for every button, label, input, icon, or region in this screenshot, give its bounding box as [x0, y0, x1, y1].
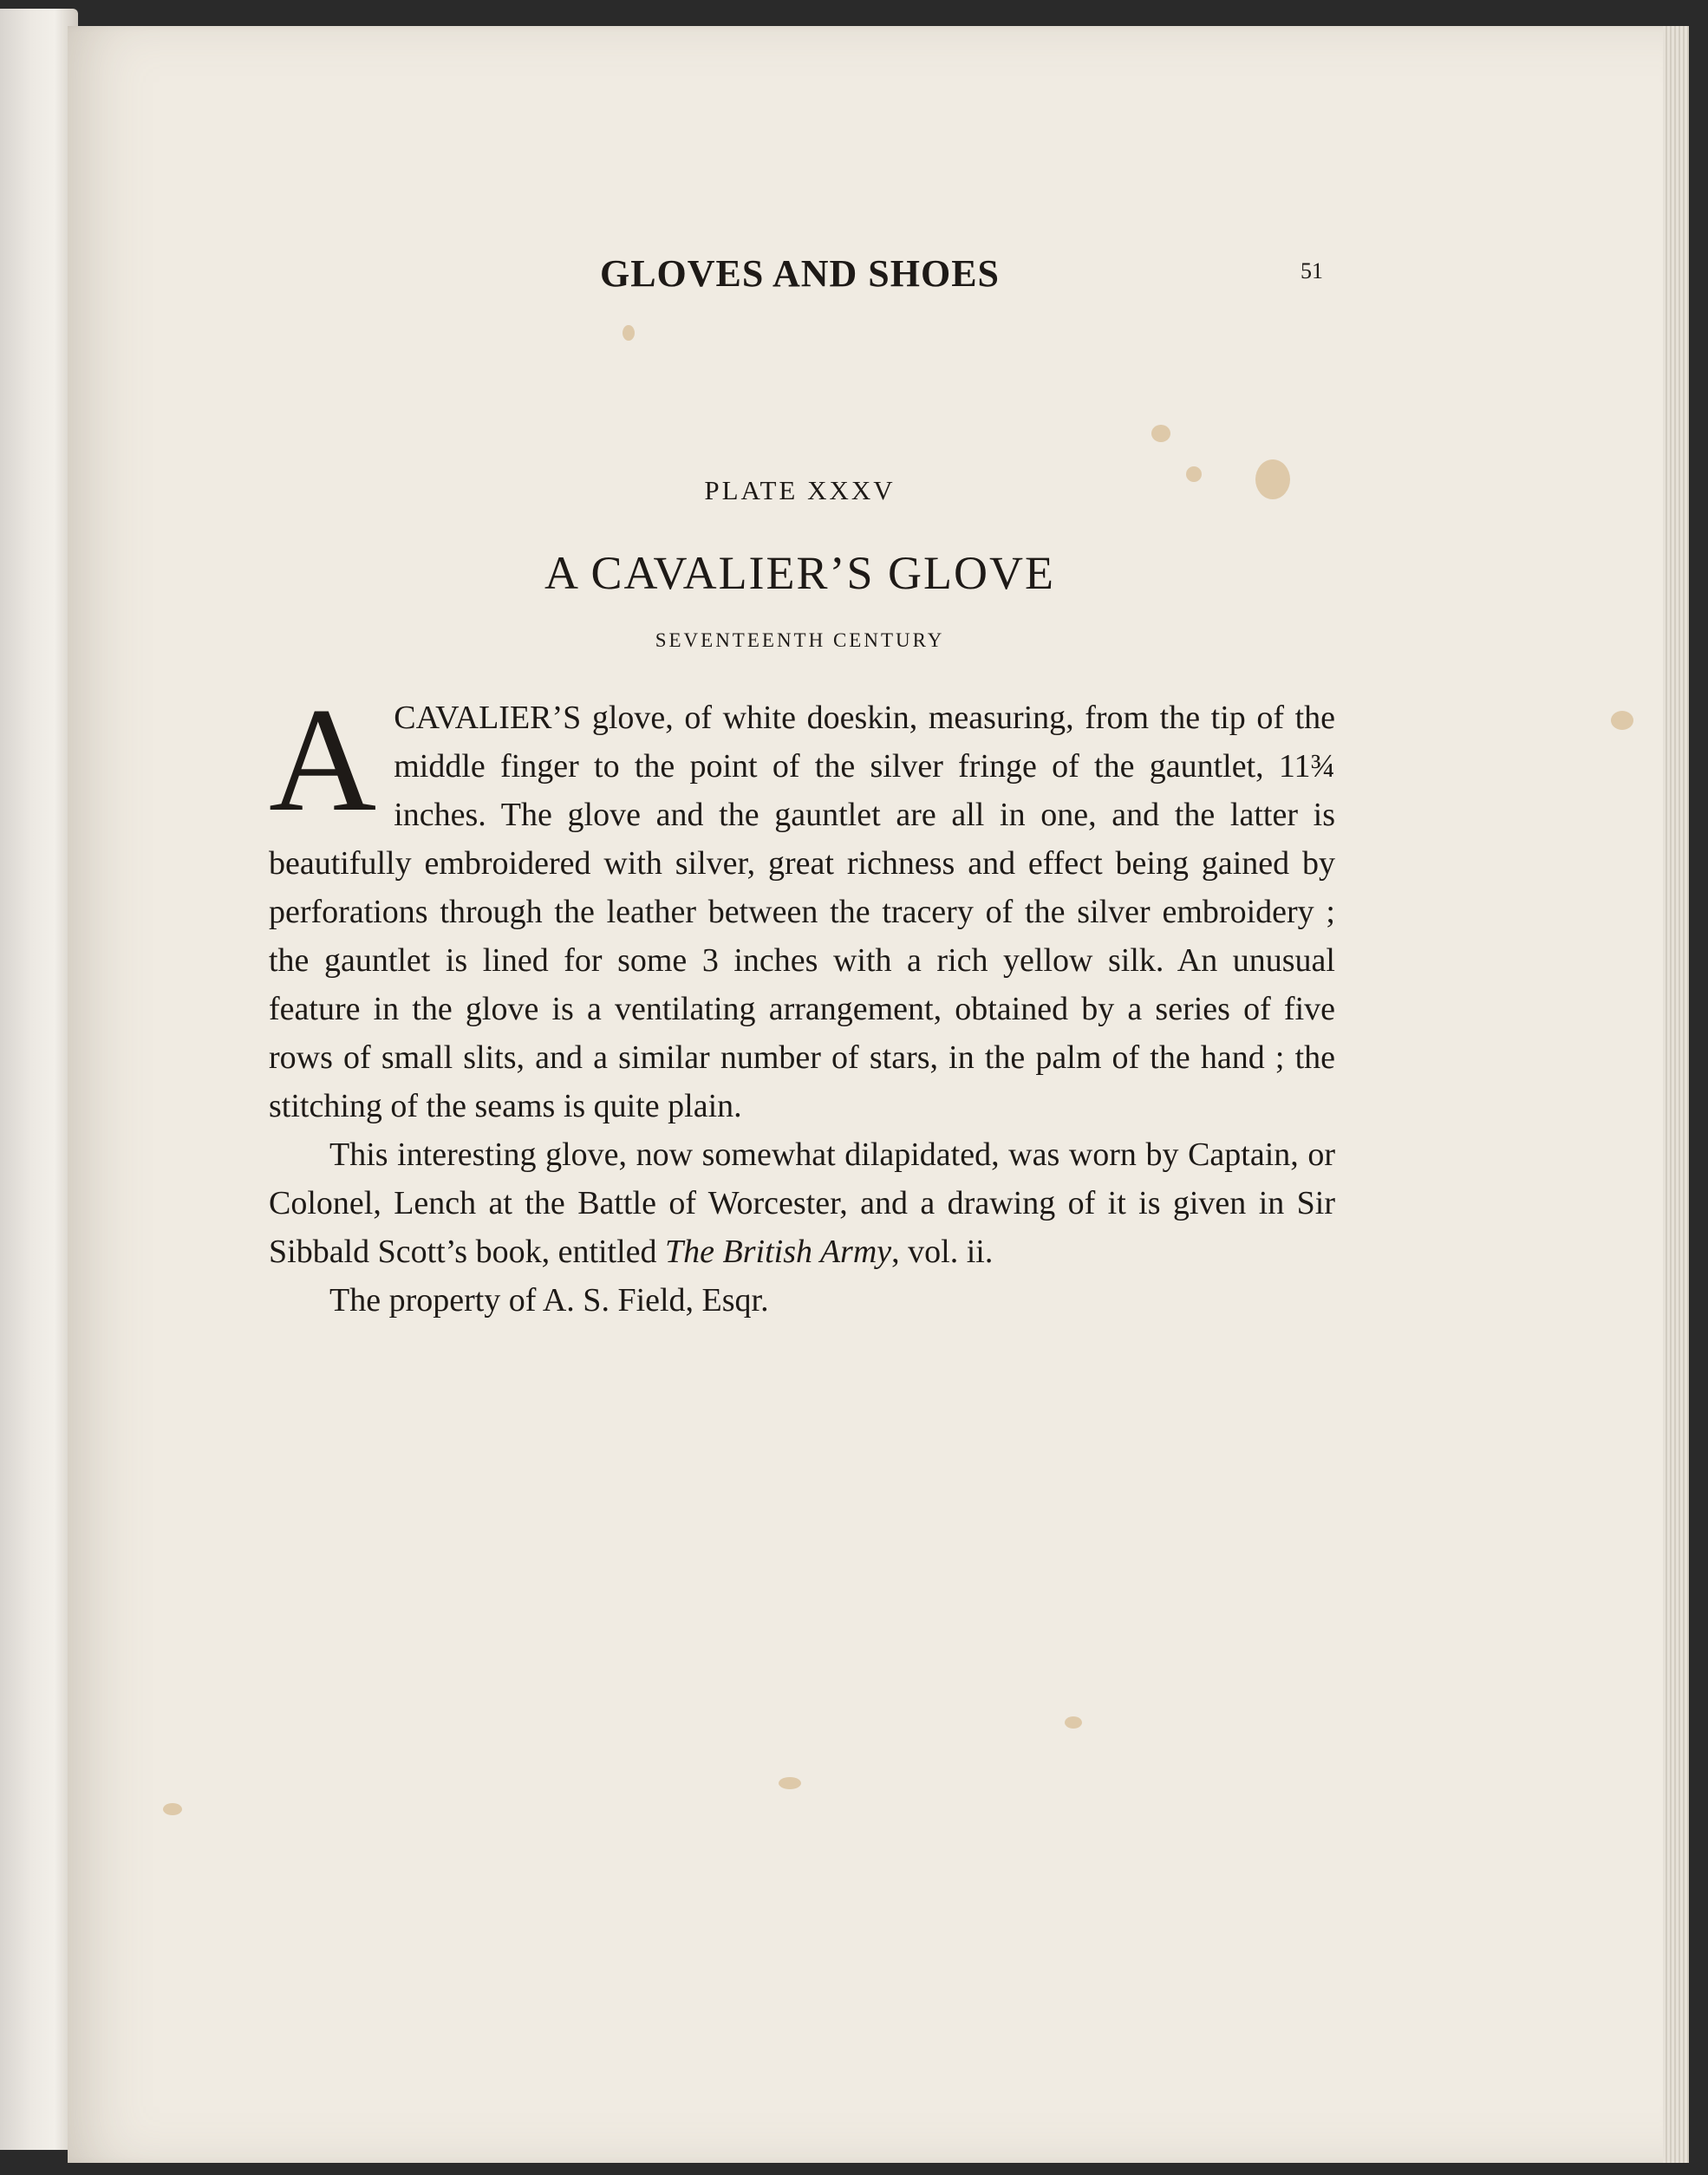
facing-page-edge: [0, 9, 78, 2150]
paragraph-1-text: CAVALIER’S glove, of white doeskin, measuring, from the tip of the middle finger to the point of the silver fringe of the gauntlet, 11¾ inches. The glove and the gauntlet are all in one, and the latter is beautifully embroidered with silver, great richness and effect being gained by perforations through the leather between the tracery of the silver embroidery ; the gauntlet is lined for some 3 inches with a rich yellow silk. An unusual feature in the glove is a ventilating arrangement, obtained by a series of five rows of small slits, and a similar number of stars, in the palm of the hand ; the stitching of the seams is quite plain.: [269, 700, 1335, 1124]
paragraph-2: [269, 1130, 1335, 1276]
foxing-spot: [163, 1803, 182, 1815]
plate-label: PLATE XXXV: [704, 475, 896, 505]
foxing-spot: [1611, 711, 1633, 730]
drop-cap: A: [269, 678, 377, 843]
body-text: [269, 678, 1335, 1325]
paragraph-2-lead: This interesting glove, now somewhat dilapidated, was worn by Captain, or Colonel, Lench at the Battle of Worcester, and a drawing of it is given in Sir Sibbald Scott’s book, entitled: [269, 1136, 1335, 1270]
paragraph-3: The property of A. S. Field, Esqr.: [329, 1282, 769, 1319]
page-number: 51: [1301, 258, 1323, 283]
paragraph-2-tail: , vol. ii.: [891, 1234, 994, 1270]
book-title: The British Army: [665, 1234, 892, 1270]
foxing-spot: [623, 325, 635, 341]
paragraph-1: [269, 678, 1335, 1130]
foxing-spot: [779, 1777, 801, 1789]
plate-title: A CAVALIER’S GLOVE: [544, 547, 1056, 599]
foxing-spot: [1151, 425, 1170, 442]
plate-subtitle: SEVENTEENTH CENTURY: [655, 629, 945, 651]
foxing-spot: [1065, 1716, 1082, 1729]
running-head-title: GLOVES AND SHOES: [599, 252, 1001, 295]
page-stack-edge: [1663, 26, 1689, 2163]
